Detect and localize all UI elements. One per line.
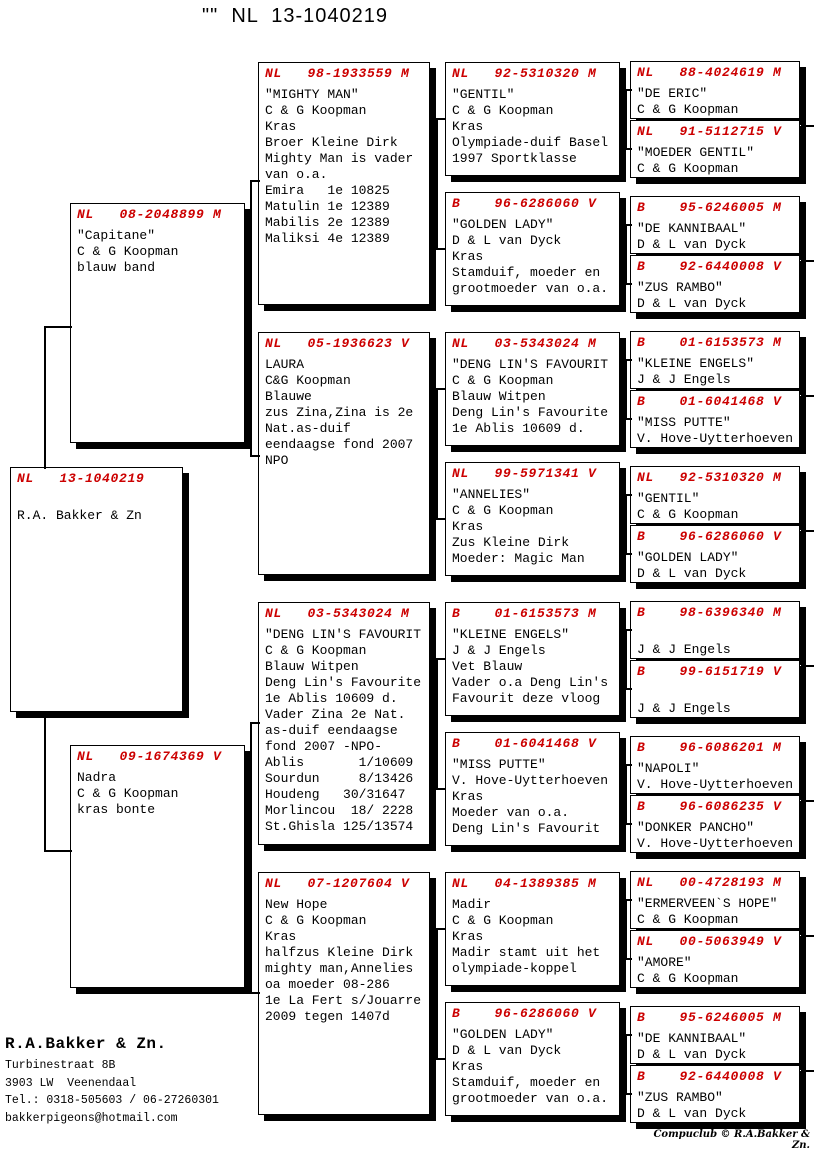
- pedigree-text-line: "KLEINE ENGELS": [637, 356, 755, 371]
- connector-line: [625, 1034, 627, 1095]
- pedigree-text-line: Olympiade-duif Basel: [452, 135, 609, 150]
- ring-number: B 92-6440008 V: [637, 259, 782, 274]
- connector-line: [436, 518, 446, 520]
- connector-line: [801, 665, 814, 667]
- owner-email: bakkerpigeons@hotmail.com: [5, 1111, 178, 1125]
- pedigree-text-line: Nat.as-duif: [265, 421, 351, 436]
- connector-line: [625, 823, 632, 825]
- connector-line: [436, 118, 446, 120]
- pedigree-text-line: St.Ghisla 125/13574: [265, 819, 414, 834]
- pedigree-text-line: "DE KANNIBAAL": [637, 221, 747, 236]
- ring-number: B 01-6041468 V: [637, 394, 782, 409]
- pedigree-box-g3p1a: [630, 61, 800, 119]
- pedigree-text-line: Deng Lin's Favourite: [265, 675, 422, 690]
- pedigree-text-line: "GOLDEN LADY": [452, 217, 554, 232]
- pedigree-text-line: Kras: [452, 519, 484, 534]
- connector-line: [625, 688, 632, 690]
- pedigree-box-mother: [70, 745, 245, 988]
- box-lines: [637, 280, 793, 312]
- pedigree-text-line: "GOLDEN LADY": [637, 550, 739, 565]
- connector-line: [625, 359, 627, 420]
- ring-number: NL 03-5343024 M: [265, 606, 410, 621]
- pedigree-text-line: [17, 492, 176, 508]
- pedigree-box-ggp2: [445, 192, 620, 306]
- connector-line: [436, 388, 446, 390]
- connector-line: [436, 388, 438, 520]
- pedigree-text-line: kras bonte: [77, 802, 156, 817]
- ring-number: NL 98-1933559 M: [265, 66, 410, 81]
- box-lines: [77, 770, 238, 818]
- connector-line: [801, 395, 814, 397]
- ring-number: NL 04-1389385 M: [452, 876, 597, 891]
- pedigree-text-line: van o.a.: [265, 167, 328, 182]
- connector-line: [250, 722, 260, 724]
- pedigree-text-line: grootmoeder van o.a.: [452, 281, 609, 296]
- ring-number: NL 09-1674369 V: [77, 749, 222, 764]
- pedigree-text-line: NPO: [265, 453, 289, 468]
- pedigree-text-line: C & G Koopman: [637, 161, 739, 176]
- pedigree-text-line: [637, 685, 793, 701]
- pedigree-text-line: "NAPOLI": [637, 761, 700, 776]
- pedigree-text-line: grootmoeder van o.a.: [452, 1091, 609, 1106]
- box-lines: [452, 627, 613, 707]
- pedigree-text-line: "GOLDEN LADY": [452, 1027, 554, 1042]
- ring-number: B 01-6153573 M: [637, 335, 782, 350]
- pedigree-text-line: C & G Koopman: [265, 643, 367, 658]
- pedigree-text-line: "GENTIL": [637, 491, 700, 506]
- pedigree-box-g3p8b: [630, 1065, 800, 1123]
- box-lines: [637, 1090, 793, 1122]
- pedigree-text-line: halfzus Kleine Dirk: [265, 945, 414, 960]
- pedigree-text-line: J & J Engels: [637, 642, 731, 657]
- pedigree-box-g3p3a: [630, 331, 800, 389]
- pedigree-text-line: C & G Koopman: [637, 102, 739, 117]
- ring-number: NL 13-1040219: [17, 471, 145, 486]
- pedigree-text-line: D & L van Dyck: [637, 566, 747, 581]
- pedigree-text-line: "GENTIL": [452, 87, 515, 102]
- pedigree-text-line: D & L van Dyck: [637, 237, 747, 252]
- connector-line: [250, 180, 260, 182]
- pedigree-text-line: 1e Ablis 10609 d.: [265, 691, 398, 706]
- connector-line: [44, 850, 72, 852]
- pedigree-text-line: "ZUS RAMBO": [637, 1090, 723, 1105]
- connector-line: [801, 260, 814, 262]
- connector-line: [625, 494, 632, 496]
- pedigree-text-line: 2009 tegen 1407d: [265, 1009, 390, 1024]
- pedigree-text-line: Matulin 1e 12389: [265, 199, 390, 214]
- connector-line: [801, 935, 814, 937]
- ring-number: B 01-6153573 M: [452, 606, 597, 621]
- connector-line: [625, 629, 632, 631]
- pedigree-text-line: Kras: [265, 929, 297, 944]
- pedigree-text-line: J & J Engels: [452, 643, 546, 658]
- connector-line: [625, 764, 632, 766]
- pedigree-box-g3p2a: [630, 196, 800, 254]
- pedigree-text-line: Mighty Man is vader: [265, 151, 414, 166]
- pedigree-box-father: [70, 203, 245, 443]
- box-lines: [452, 87, 613, 167]
- pedigree-text-line: Stamduif, moeder en: [452, 265, 601, 280]
- pedigree-text-line: Deng Lin's Favourit: [452, 821, 601, 836]
- compuclub-credit: Compuclub © R.A.Bakker & Zn.: [653, 1129, 810, 1151]
- box-lines: [637, 896, 793, 928]
- ring-number: NL 88-4024619 M: [637, 65, 782, 80]
- pedigree-box-g3p7a: [630, 871, 800, 929]
- connector-line: [625, 359, 632, 361]
- pedigree-text-line: Morlincou 18/ 2228: [265, 803, 414, 818]
- connector-line: [801, 800, 814, 802]
- pedigree-text-line: D & L van Dyck: [637, 1047, 747, 1062]
- pedigree-text-line: Blauw Witpen: [452, 389, 546, 404]
- pedigree-text-line: C & G Koopman: [77, 244, 179, 259]
- ring-number: NL 03-5343024 M: [452, 336, 597, 351]
- connector-line: [44, 711, 46, 852]
- connector-line: [44, 326, 46, 469]
- connector-line: [625, 958, 632, 960]
- box-lines: [637, 491, 793, 523]
- pedigree-text-line: "DENG LIN'S FAVOURIT: [265, 627, 422, 642]
- pedigree-text-line: D & L van Dyck: [637, 296, 747, 311]
- ring-number: B 98-6396340 M: [637, 605, 782, 620]
- pedigree-box-ggp5: [445, 602, 620, 716]
- pedigree-text-line: Broer Kleine Dirk: [265, 135, 398, 150]
- pedigree-text-line: "DE KANNIBAAL": [637, 1031, 747, 1046]
- pedigree-text-line: Moeder van o.a.: [452, 805, 570, 820]
- connector-line: [436, 788, 446, 790]
- pedigree-text-line: Emira 1e 10825: [265, 183, 390, 198]
- connector-line: [250, 992, 260, 994]
- connector-line: [801, 125, 814, 127]
- pedigree-text-line: C & G Koopman: [637, 971, 739, 986]
- ring-number: B 96-6086201 M: [637, 740, 782, 755]
- pedigree-text-line: C & G Koopman: [265, 103, 367, 118]
- connector-line: [625, 224, 632, 226]
- pedigree-text-line: Stamduif, moeder en: [452, 1075, 601, 1090]
- pedigree-box-g3p5a: [630, 601, 800, 659]
- box-lines: [265, 357, 423, 469]
- box-lines: [452, 1027, 613, 1107]
- box-lines: [452, 357, 613, 437]
- ring-number: B 92-6440008 V: [637, 1069, 782, 1084]
- pedigree-box-ggp7: [445, 872, 620, 986]
- pedigree-text-line: mighty man,Annelies: [265, 961, 414, 976]
- pedigree-text-line: C & G Koopman: [452, 913, 554, 928]
- pedigree-box-ggp3: [445, 332, 620, 446]
- ring-number: NL 99-5971341 V: [452, 466, 597, 481]
- pedigree-text-line: "MISS PUTTE": [452, 757, 546, 772]
- pedigree-text-line: R.A. Bakker & Zn: [17, 508, 142, 523]
- connector-line: [625, 89, 627, 150]
- pedigree-text-line: oa moeder 08-286: [265, 977, 390, 992]
- pedigree-text-line: C & G Koopman: [452, 373, 554, 388]
- connector-line: [625, 899, 632, 901]
- box-lines: [637, 955, 793, 987]
- owner-city: 3903 LW Veenendaal: [5, 1076, 137, 1090]
- pedigree-text-line: Kras: [265, 119, 297, 134]
- pedigree-box-g3p4b: [630, 525, 800, 583]
- box-lines: [637, 685, 793, 717]
- connector-line: [44, 326, 72, 328]
- ring-number: NL 00-4728193 M: [637, 875, 782, 890]
- box-lines: [637, 415, 793, 447]
- pedigree-box-gp2: [258, 332, 430, 575]
- connector-line: [625, 418, 632, 420]
- pedigree-text-line: C & G Koopman: [265, 913, 367, 928]
- pedigree-text-line: "ERMERVEEN`S HOPE": [637, 896, 778, 911]
- pedigree-text-line: Ablis 1/10609: [265, 755, 414, 770]
- pedigree-text-line: V. Hove-Uytterhoeven: [452, 773, 609, 788]
- pedigree-text-line: C & G Koopman: [637, 912, 739, 927]
- pedigree-text-line: C & G Koopman: [637, 507, 739, 522]
- pedigree-text-line: Vet Blauw: [452, 659, 523, 674]
- pedigree-text-line: Kras: [452, 249, 484, 264]
- pedigree-text-line: eendaagse fond 2007: [265, 437, 414, 452]
- pedigree-text-line: Blauw Witpen: [265, 659, 359, 674]
- connector-line: [436, 1058, 446, 1060]
- ring-number: B 96-6086235 V: [637, 799, 782, 814]
- pedigree-text-line: blauw band: [77, 260, 156, 275]
- pedigree-box-ggp1: [445, 62, 620, 176]
- box-lines: [452, 217, 613, 297]
- connector-line: [436, 928, 446, 930]
- connector-line: [625, 148, 632, 150]
- owner-phone: Tel.: 0318-505603 / 06-27260301: [5, 1094, 219, 1107]
- pedigree-text-line: Blauwe: [265, 389, 312, 404]
- pedigree-text-line: [637, 626, 793, 642]
- connector-line: [625, 1093, 632, 1095]
- connector-line: [801, 1070, 814, 1072]
- pedigree-text-line: "MISS PUTTE": [637, 415, 731, 430]
- pedigree-box-g3p5b: [630, 660, 800, 718]
- pedigree-text-line: as-duif eendaagse: [265, 723, 398, 738]
- box-lines: [637, 86, 793, 118]
- connector-line: [625, 224, 627, 285]
- ring-number: NL 91-5112715 V: [637, 124, 782, 139]
- ring-number: NL 92-5310320 M: [452, 66, 597, 81]
- pedigree-text-line: Kras: [452, 929, 484, 944]
- ring-number: NL 00-5063949 V: [637, 934, 782, 949]
- connector-line: [625, 283, 632, 285]
- connector-line: [250, 180, 252, 457]
- pedigree-text-line: Houdeng 30/31647: [265, 787, 406, 802]
- connector-line: [625, 629, 627, 690]
- owner-name: R.A.Bakker & Zn.: [5, 1035, 167, 1053]
- pedigree-text-line: fond 2007 -NPO-: [265, 739, 383, 754]
- ring-number: B 95-6246005 M: [637, 200, 782, 215]
- box-lines: [637, 820, 793, 852]
- connector-line: [250, 722, 252, 994]
- pedigree-text-line: "AMORE": [637, 955, 692, 970]
- box-lines: [637, 761, 793, 793]
- pedigree-text-line: "ZUS RAMBO": [637, 280, 723, 295]
- pedigree-text-line: "Capitane": [77, 228, 156, 243]
- pedigree-text-line: C & G Koopman: [452, 103, 554, 118]
- pedigree-text-line: olympiade-koppel: [452, 961, 577, 976]
- pedigree-text-line: V. Hove-Uytterhoeven: [637, 836, 794, 851]
- box-lines: [452, 897, 613, 977]
- owner-street: Turbinestraat 8B: [5, 1059, 116, 1072]
- connector-line: [625, 553, 632, 555]
- box-lines: [637, 550, 793, 582]
- box-lines: [637, 626, 793, 658]
- ring-number: NL 92-5310320 M: [637, 470, 782, 485]
- box-lines: [452, 757, 613, 837]
- pedigree-text-line: 1e Ablis 10609 d.: [452, 421, 585, 436]
- pedigree-text-line: Nadra: [77, 770, 117, 785]
- connector-line: [625, 89, 632, 91]
- pedigree-box-g3p6a: [630, 736, 800, 794]
- pedigree-box-g3p4a: [630, 466, 800, 524]
- pedigree-text-line: "MIGHTY MAN": [265, 87, 359, 102]
- pedigree-box-g3p2b: [630, 255, 800, 313]
- ring-number: B 96-6286060 V: [452, 196, 597, 211]
- pedigree-text-line: "MOEDER GENTIL": [637, 145, 755, 160]
- pedigree-text-line: "DONKER PANCHO": [637, 820, 755, 835]
- pedigree-text-line: J & J Engels: [637, 372, 731, 387]
- pedigree-box-gp1: [258, 62, 430, 305]
- pedigree-text-line: J & J Engels: [637, 701, 731, 716]
- pedigree-text-line: Maliksi 4e 12389: [265, 231, 390, 246]
- pedigree-text-line: V. Hove-Uytterhoeven: [637, 431, 794, 446]
- box-lines: [637, 221, 793, 253]
- box-lines: [17, 492, 176, 524]
- pedigree-text-line: New Hope: [265, 897, 328, 912]
- pedigree-text-line: zus Zina,Zina is 2e: [265, 405, 414, 420]
- pedigree-text-line: V. Hove-Uytterhoeven: [637, 777, 794, 792]
- box-lines: [265, 87, 423, 247]
- pedigree-text-line: 1997 Sportklasse: [452, 151, 577, 166]
- connector-line: [625, 494, 627, 555]
- ring-number: B 99-6151719 V: [637, 664, 782, 679]
- pedigree-box-g3p3b: [630, 390, 800, 448]
- pedigree-text-line: C&G Koopman: [265, 373, 351, 388]
- pedigree-text-line: C & G Koopman: [77, 786, 179, 801]
- pedigree-box-gp3: [258, 602, 430, 845]
- pedigree-box-g3p1b: [630, 120, 800, 178]
- pedigree-text-line: Favourit deze vloog: [452, 691, 601, 706]
- pedigree-text-line: Madir: [452, 897, 492, 912]
- ring-number: B 96-6286060 V: [452, 1006, 597, 1021]
- connector-line: [436, 658, 438, 790]
- pedigree-text-line: D & L van Dyck: [452, 1043, 562, 1058]
- connector-line: [250, 455, 260, 457]
- box-lines: [637, 145, 793, 177]
- pedigree-box-ggp4: [445, 462, 620, 576]
- connector-line: [625, 1034, 632, 1036]
- page-title: "" NL 13-1040219: [202, 5, 389, 27]
- ring-number: NL 05-1936623 V: [265, 336, 410, 351]
- pedigree-text-line: Moeder: Magic Man: [452, 551, 585, 566]
- pedigree-box-ggp6: [445, 732, 620, 846]
- ring-number: B 96-6286060 V: [637, 529, 782, 544]
- pedigree-text-line: D & L van Dyck: [452, 233, 562, 248]
- connector-line: [436, 118, 438, 250]
- connector-line: [436, 928, 438, 1060]
- pedigree-box-g3p7b: [630, 930, 800, 988]
- box-lines: [77, 228, 238, 276]
- pedigree-text-line: LAURA: [265, 357, 305, 372]
- pedigree-text-line: Vader Zina 2e Nat.: [265, 707, 406, 722]
- pedigree-text-line: Mabilis 2e 12389: [265, 215, 390, 230]
- ring-number: B 01-6041468 V: [452, 736, 597, 751]
- ring-number: NL 08-2048899 M: [77, 207, 222, 222]
- pedigree-box-gp4: [258, 872, 430, 1115]
- pedigree-text-line: Kras: [452, 789, 484, 804]
- pedigree-text-line: Vader o.a Deng Lin's: [452, 675, 609, 690]
- box-lines: [637, 356, 793, 388]
- pedigree-text-line: 1e La Fert s/Jouarre: [265, 993, 422, 1008]
- pedigree-text-line: Kras: [452, 119, 484, 134]
- pedigree-text-line: "DENG LIN'S FAVOURIT: [452, 357, 609, 372]
- pedigree-text-line: Sourdun 8/13426: [265, 771, 414, 786]
- pedigree-box-g3p6b: [630, 795, 800, 853]
- pedigree-text-line: Deng Lin's Favourite: [452, 405, 609, 420]
- pedigree-text-line: C & G Koopman: [452, 503, 554, 518]
- pedigree-text-line: Zus Kleine Dirk: [452, 535, 570, 550]
- box-lines: [265, 897, 423, 1025]
- ring-number: NL 07-1207604 V: [265, 876, 410, 891]
- box-lines: [265, 627, 423, 835]
- pedigree-text-line: Kras: [452, 1059, 484, 1074]
- ring-number: B 95-6246005 M: [637, 1010, 782, 1025]
- pedigree-text-line: Madir stamt uit het: [452, 945, 601, 960]
- pedigree-text-line: "KLEINE ENGELS": [452, 627, 570, 642]
- connector-line: [436, 248, 446, 250]
- connector-line: [436, 658, 446, 660]
- pedigree-text-line: "DE ERIC": [637, 86, 708, 101]
- box-lines: [452, 487, 613, 567]
- pedigree-box-ggp8: [445, 1002, 620, 1116]
- pedigree-box-subject: [10, 467, 183, 712]
- pedigree-box-g3p8a: [630, 1006, 800, 1064]
- owner-address-block: [5, 1057, 219, 1127]
- pedigree-text-line: D & L van Dyck: [637, 1106, 747, 1121]
- box-lines: [637, 1031, 793, 1063]
- connector-line: [625, 899, 627, 960]
- pedigree-text-line: "ANNELIES": [452, 487, 531, 502]
- connector-line: [625, 764, 627, 825]
- connector-line: [801, 530, 814, 532]
